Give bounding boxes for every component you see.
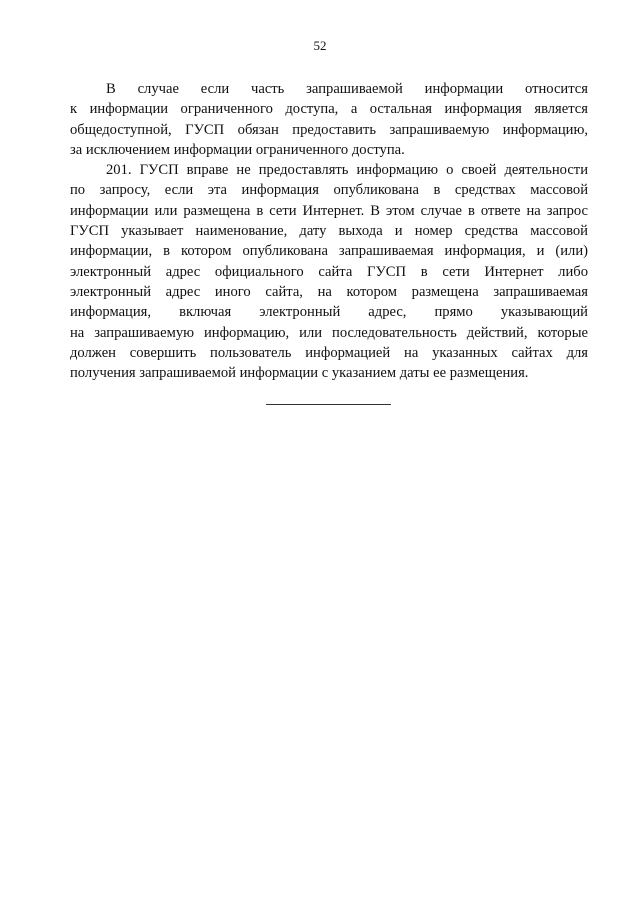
paragraph-line: за исключением информации ограниченного доступа.: [70, 141, 405, 158]
paragraph-line: электронный адрес иного сайта, на котором размещена запрашиваемая: [70, 283, 588, 300]
end-separator-line: [266, 404, 391, 405]
paragraph-line: информации, в котором опубликована запрашиваемая информация, и (или): [70, 243, 588, 260]
paragraph-line: информация, включая электронный адрес, прямо указывающий: [70, 304, 588, 321]
paragraph-2: [70, 160, 588, 383]
paragraph-line: В случае если часть запрашиваемой информации относится: [106, 81, 588, 97]
paragraph-line: должен совершить пользователь информацией на указанных сайтах для: [70, 344, 588, 361]
body-text: [70, 79, 588, 383]
paragraph-1: [70, 79, 588, 160]
paragraph-line: электронный адрес официального сайта ГУСП в сети Интернет либо: [70, 263, 588, 280]
paragraph-line: информации или размещена в сети Интернет. В этом случае в ответе на запрос: [70, 202, 588, 219]
paragraph-line: к информации ограниченного доступа, а остальная информация является: [70, 101, 588, 118]
page-number: 52: [313, 38, 327, 53]
paragraph-line: 201. ГУСП вправе не предоставлять информацию о своей деятельности: [106, 162, 588, 179]
paragraph-line: на запрашиваемую информацию, или последовательность действий, которые: [70, 324, 588, 341]
paragraph-line: общедоступной, ГУСП обязан предоставить запрашиваемую информацию,: [70, 121, 588, 138]
paragraph-line: ГУСП указывает наименование, дату выхода и номер средства массовой: [70, 223, 588, 240]
paragraph-line: по запросу, если эта информация опубликована в средствах массовой: [70, 182, 588, 199]
paragraph-line: получения запрашиваемой информации с указанием даты ее размещения.: [70, 365, 529, 382]
